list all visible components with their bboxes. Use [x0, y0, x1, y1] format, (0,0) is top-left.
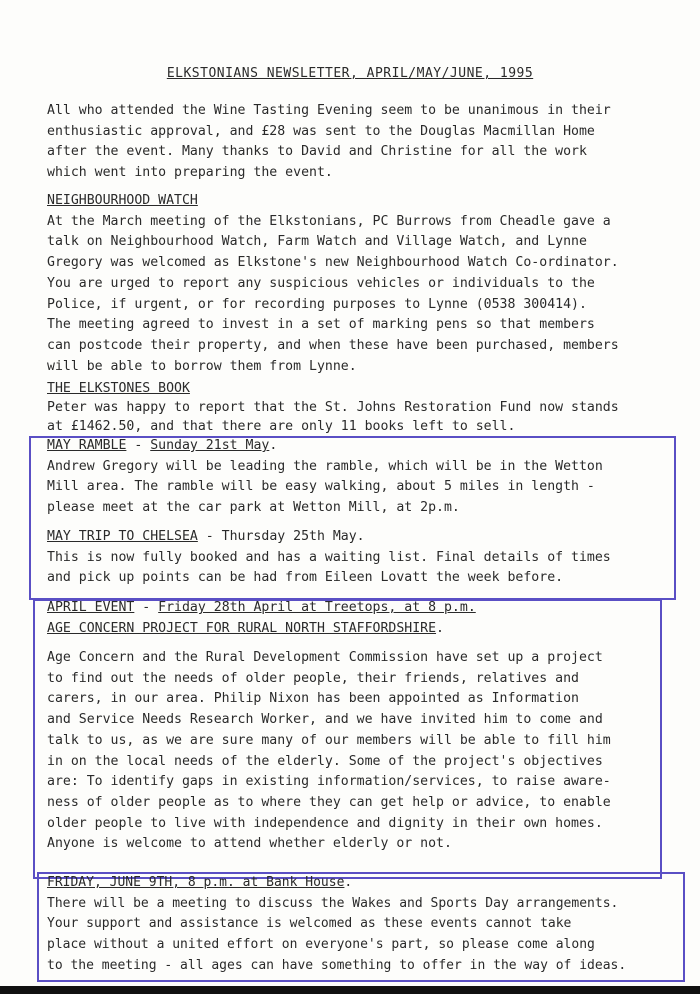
intro-line: which went into preparing the event. — [47, 165, 333, 181]
april-heading: APRIL EVENT — [47, 600, 135, 615]
april-event-section — [47, 598, 657, 639]
section-heading — [47, 598, 657, 619]
newsletter-title: ELKSTONIANS NEWSLETTER, APRIL/MAY/JUNE, 1995 — [166, 66, 534, 81]
paragraph-line: Anyone is welcome to attend whether elderly or not. — [47, 836, 452, 852]
paragraph-line: carers, in our area. Philip Nixon has been appointed as Information — [47, 691, 579, 707]
april-heading-sep: - — [134, 600, 159, 615]
paragraph-line: Your support and assistance is welcomed as these events cannot take — [47, 916, 572, 932]
section-heading — [47, 873, 657, 894]
paragraph-line: There will be a meeting to discuss the Wakes and Sports Day arrangements. — [47, 895, 619, 911]
section-heading: THE ELKSTONES BOOK — [47, 381, 190, 396]
ramble-heading-sep: - — [126, 438, 151, 453]
elkstones-book-section — [47, 379, 657, 436]
paragraph-line: older people to live with independence and dignity in their own homes. — [47, 815, 603, 831]
section-heading — [47, 619, 657, 640]
paragraph-line: will be able to borrow them from Lynne. — [47, 358, 357, 374]
intro-paragraph — [47, 101, 657, 184]
paragraph-line: At the March meeting of the Elkstonians, PC Burrows from Cheadle gave a — [47, 213, 611, 229]
ramble-heading-end: . — [269, 438, 278, 453]
chelsea-heading: MAY TRIP TO CHELSEA — [47, 529, 198, 544]
paragraph-line: This is now fully booked and has a waiting list. Final details of times — [47, 549, 611, 565]
paragraph-line: ness of older people as to where they can get help or advice, to enable — [47, 794, 611, 810]
age-concern-heading: AGE CONCERN PROJECT FOR RURAL NORTH STAFFORDSHIRE — [47, 620, 437, 636]
may-ramble-section — [47, 436, 657, 519]
chelsea-date: - Thursday 25th May. — [197, 529, 365, 544]
paragraph-line: Gregory was welcomed as Elkstone's new Neighbourhood Watch Co-ordinator. — [47, 255, 619, 271]
paragraph-line: place without a united effort on everyone's part, so please come along — [47, 937, 595, 953]
paragraph-line: talk to us, as we are sure many of our members will be able to fill him — [47, 732, 611, 748]
paragraph-line: to the meeting - all ages can have something to offer in the way of ideas. — [47, 957, 627, 973]
paragraph-line: Peter was happy to report that the St. Johns Restoration Fund now stands — [47, 400, 619, 415]
ramble-heading: MAY RAMBLE — [47, 438, 127, 453]
paragraph-line: at £1462.50, and that there are only 11 books left to sell. — [47, 419, 516, 434]
ramble-date: Sunday 21st May — [150, 438, 270, 453]
paragraph-line: Police, if urgent, or for recording purposes to Lynne (0538 300414). — [47, 296, 587, 312]
paragraph-line: Andrew Gregory will be leading the ramble, which will be in the Wetton — [47, 458, 603, 474]
intro-line: after the event. Many thanks to David and Christine for all the work — [47, 144, 587, 160]
paragraph-line: please meet at the car park at Wetton Mill, at 2p.m. — [47, 500, 460, 516]
paragraph-line: and Service Needs Research Worker, and we have invited him to come and — [47, 712, 603, 728]
paragraph-line: in on the local needs of the elderly. Some of the project's objectives — [47, 753, 603, 769]
paragraph-line: to find out the needs of older people, their friends, relatives and — [47, 670, 579, 686]
intro-line: enthusiastic approval, and £28 was sent to the Douglas Macmillan Home — [47, 123, 595, 139]
age-concern-heading-end: . — [436, 620, 444, 636]
section-heading — [47, 527, 657, 548]
paragraph-line: The meeting agreed to invest in a set of marking pens so that members — [47, 317, 595, 333]
section-heading — [47, 436, 657, 457]
june-meeting-section — [47, 873, 657, 977]
chelsea-trip-section — [47, 527, 657, 589]
june-heading: FRIDAY, JUNE 9TH, 8 p.m. at Bank House — [47, 875, 345, 890]
age-concern-paragraph — [47, 648, 657, 855]
paragraph-line: are: To identify gaps in existing information/services, to raise aware- — [47, 774, 611, 790]
paragraph-line: and pick up points can be had from Eileen Lovatt the week before. — [47, 570, 564, 586]
paragraph-line: Age Concern and the Rural Development Commission have set up a project — [47, 650, 603, 665]
paragraph-line: can postcode their property, and when these have been purchased, members — [47, 337, 619, 353]
section-heading: NEIGHBOURHOOD WATCH — [47, 193, 198, 208]
intro-line: All who attended the Wine Tasting Evening seem to be unanimous in their — [47, 103, 611, 118]
paragraph-line: talk on Neighbourhood Watch, Farm Watch and Village Watch, and Lynne — [47, 234, 587, 250]
paragraph-line: You are urged to report any suspicious vehicles or individuals to the — [47, 275, 595, 291]
neighbourhood-watch-section — [47, 191, 657, 377]
june-heading-end: . — [344, 875, 353, 890]
paragraph-line: Mill area. The ramble will be easy walking, about 5 miles in length - — [47, 479, 595, 495]
april-date: Friday 28th April at Treetops, at 8 p.m. — [158, 600, 476, 615]
scan-edge — [0, 986, 700, 994]
